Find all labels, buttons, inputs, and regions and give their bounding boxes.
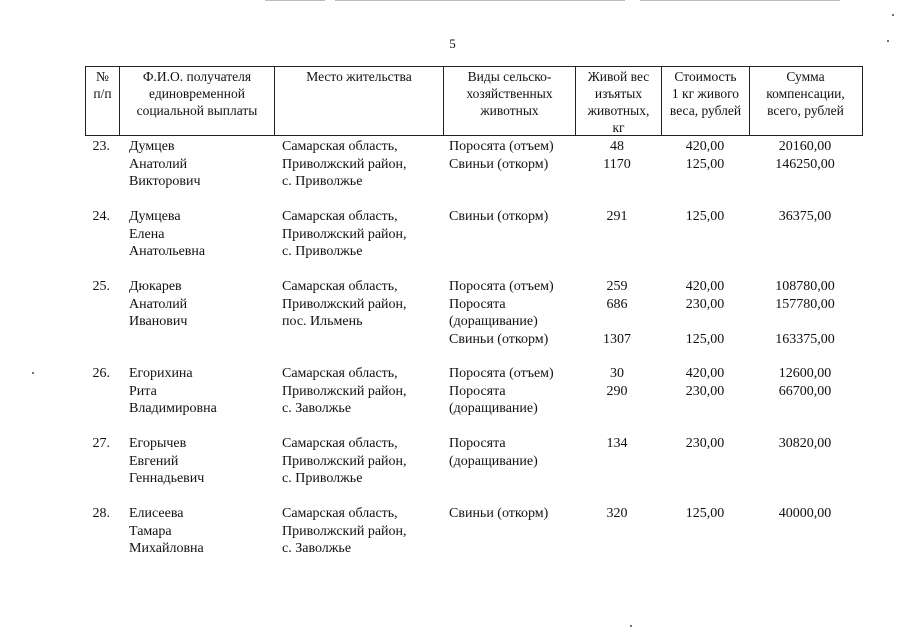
animal-line: Поросята (отъем) (449, 139, 554, 154)
header-text: компенсации, (766, 86, 845, 101)
name-line: Рита (129, 383, 157, 399)
price-per-kg (661, 505, 749, 523)
name-line: Иванович (129, 314, 188, 329)
animal-line: Свиньи (откорм) (449, 156, 549, 172)
live-weight (575, 505, 659, 523)
row-number: 27. (92, 436, 110, 451)
price-value: 420,00 (685, 279, 725, 294)
animal-line: Свиньи (откорм) (449, 209, 549, 224)
name-line: Елисеева (129, 506, 184, 521)
header-cell-residence (275, 67, 444, 135)
recipient-name (129, 505, 279, 558)
place-line: Самарская область, (282, 139, 398, 154)
weight-value: 320 (606, 506, 628, 521)
place-line: Самарская область, (282, 209, 398, 224)
sum-value: 20160,00 (778, 139, 832, 154)
sum-value: 146250,00 (775, 156, 835, 172)
weight-value: 48 (610, 139, 624, 154)
place-line: Самарская область, (282, 506, 398, 521)
place-line: Приволжский район, (282, 156, 407, 172)
recipient-name (129, 435, 279, 488)
price-value: 125,00 (685, 209, 725, 224)
weight-value: 291 (606, 209, 628, 224)
header-text: Живой вес (587, 69, 650, 84)
live-weight (575, 365, 659, 400)
header-cell-animal-type (444, 67, 576, 135)
place-line: с. Приволжье (282, 244, 363, 259)
price-value: 125,00 (685, 156, 725, 172)
name-line: Анатолий (129, 296, 188, 312)
name-line: Думцева (129, 209, 181, 224)
place-line: с. Приволжье (282, 174, 363, 189)
header-text: Место жительства (306, 69, 412, 84)
header-text: п/п (93, 86, 112, 101)
compensation-sum (749, 505, 861, 523)
name-line: Геннадьевич (129, 471, 205, 486)
table-header (85, 66, 863, 136)
row-number: 24. (92, 209, 110, 224)
animal-line: Поросята (отъем) (449, 279, 554, 294)
scan-speck (32, 372, 34, 374)
header-text: хозяйственных (466, 86, 553, 101)
sum-value: 108780,00 (775, 279, 835, 294)
header-cell-live-weight (576, 67, 662, 135)
weight-value: 259 (606, 279, 628, 294)
sum-value: 30820,00 (778, 436, 832, 451)
place-line: с. Приволжье (282, 471, 363, 486)
animal-types (449, 505, 579, 523)
animal-types (449, 208, 579, 226)
price-value: 125,00 (685, 506, 725, 521)
weight-value: 290 (606, 383, 628, 399)
sum-spacer (749, 313, 861, 331)
header-text: Стоимость (674, 69, 737, 84)
header-cell-number (86, 67, 120, 135)
compensation-sum (749, 435, 861, 453)
place-line: Самарская область, (282, 436, 398, 451)
name-line: Елена (129, 226, 165, 242)
animal-types (449, 138, 579, 173)
animal-line: (доращивание) (449, 453, 538, 469)
price-value: 420,00 (685, 366, 725, 381)
price-spacer (661, 313, 749, 331)
weight-value: 134 (606, 436, 628, 451)
animal-line: Свиньи (откорм) (449, 506, 549, 521)
price-per-kg (661, 278, 749, 348)
compensation-sum (749, 208, 861, 226)
animal-line: Свиньи (откорм) (449, 331, 549, 347)
name-line: Анатолий (129, 156, 188, 172)
name-line: Анатольевна (129, 244, 206, 259)
header-cell-compensation-total (750, 67, 861, 135)
residence (282, 208, 442, 261)
sum-value: 157780,00 (775, 296, 835, 312)
scan-speck (892, 14, 894, 16)
sum-value: 163375,00 (775, 331, 835, 347)
row-number: 23. (92, 139, 110, 154)
place-line: Приволжский район, (282, 453, 407, 469)
scan-edge-line (265, 0, 325, 1)
live-weight (575, 138, 659, 173)
animal-line: (доращивание) (449, 314, 538, 329)
residence (282, 278, 442, 331)
price-value: 230,00 (685, 383, 725, 399)
weight-value: 686 (606, 296, 628, 312)
price-per-kg (661, 138, 749, 173)
name-line: Евгений (129, 453, 179, 469)
header-text: животных (480, 103, 539, 118)
price-per-kg (661, 435, 749, 453)
header-text: Ф.И.О. получателя (142, 69, 252, 84)
name-line: Думцев (129, 139, 175, 154)
header-text: животных, (587, 103, 650, 118)
sum-value: 40000,00 (778, 506, 832, 521)
price-value: 230,00 (685, 436, 725, 451)
header-text: веса, рублей (669, 103, 742, 118)
name-line: Владимировна (129, 401, 217, 416)
price-value: 125,00 (685, 331, 725, 347)
sum-value: 12600,00 (778, 366, 832, 381)
animal-line: Поросята (449, 296, 506, 312)
name-line: Тамара (129, 523, 172, 539)
page-number: 5 (449, 36, 456, 51)
name-line: Дюкарев (129, 279, 182, 294)
place-line: Приволжский район, (282, 296, 407, 312)
place-line: Самарская область, (282, 366, 398, 381)
place-line: Приволжский район, (282, 226, 407, 242)
animal-types (449, 278, 579, 348)
price-value: 420,00 (685, 139, 725, 154)
price-value: 230,00 (685, 296, 725, 312)
animal-types (449, 365, 579, 418)
header-cell-price-per-kg (662, 67, 750, 135)
live-weight (575, 435, 659, 453)
place-line: с. Заволжье (282, 541, 352, 556)
residence (282, 435, 442, 488)
name-line: Егорычев (129, 436, 187, 451)
place-line: с. Заволжье (282, 401, 352, 416)
animal-line: Поросята (449, 383, 506, 399)
animal-line: (доращивание) (449, 401, 538, 416)
animal-line: Поросята (отъем) (449, 366, 554, 381)
weight-value: 30 (610, 366, 624, 381)
compensation-sum (749, 278, 861, 348)
live-weight (575, 278, 659, 348)
sum-value: 66700,00 (778, 383, 832, 399)
scan-edge-line (335, 0, 625, 1)
header-text: изъятых (594, 86, 643, 101)
scan-edge-line (640, 0, 840, 1)
animal-line: Поросята (449, 436, 506, 451)
row-number: 25. (92, 279, 110, 294)
recipient-name (129, 208, 279, 261)
animal-types (449, 435, 579, 470)
place-line: Самарская область, (282, 279, 398, 294)
header-text: всего, рублей (767, 103, 844, 118)
header-cell-recipient (120, 67, 275, 135)
header-text: 1 кг живого (671, 86, 740, 101)
live-weight (575, 208, 659, 226)
recipient-name (129, 365, 279, 418)
place-line: Приволжский район, (282, 383, 407, 399)
place-line: пос. Ильмень (282, 314, 363, 329)
residence (282, 365, 442, 418)
row-number: 26. (92, 366, 110, 381)
header-text: кг (612, 120, 625, 135)
weight-spacer (575, 313, 659, 331)
compensation-sum (749, 365, 861, 400)
compensation-sum (749, 138, 861, 173)
recipient-name (129, 138, 279, 191)
header-text: социальной выплаты (136, 103, 258, 118)
name-line: Михайловна (129, 541, 204, 556)
price-per-kg (661, 365, 749, 400)
recipient-name (129, 278, 279, 331)
header-text: Сумма (786, 69, 825, 84)
scan-speck (630, 625, 632, 627)
header-text: единовременной (149, 86, 245, 101)
place-line: Приволжский район, (282, 523, 407, 539)
weight-value: 1307 (603, 331, 631, 347)
weight-value: 1170 (603, 156, 631, 172)
row-number: 28. (92, 506, 110, 521)
header-text: № (96, 69, 109, 84)
name-line: Викторович (129, 174, 201, 189)
price-per-kg (661, 208, 749, 226)
residence (282, 138, 442, 191)
sum-value: 36375,00 (778, 209, 832, 224)
header-text: Виды сельско- (467, 69, 552, 84)
name-line: Егорихина (129, 366, 193, 381)
residence (282, 505, 442, 558)
